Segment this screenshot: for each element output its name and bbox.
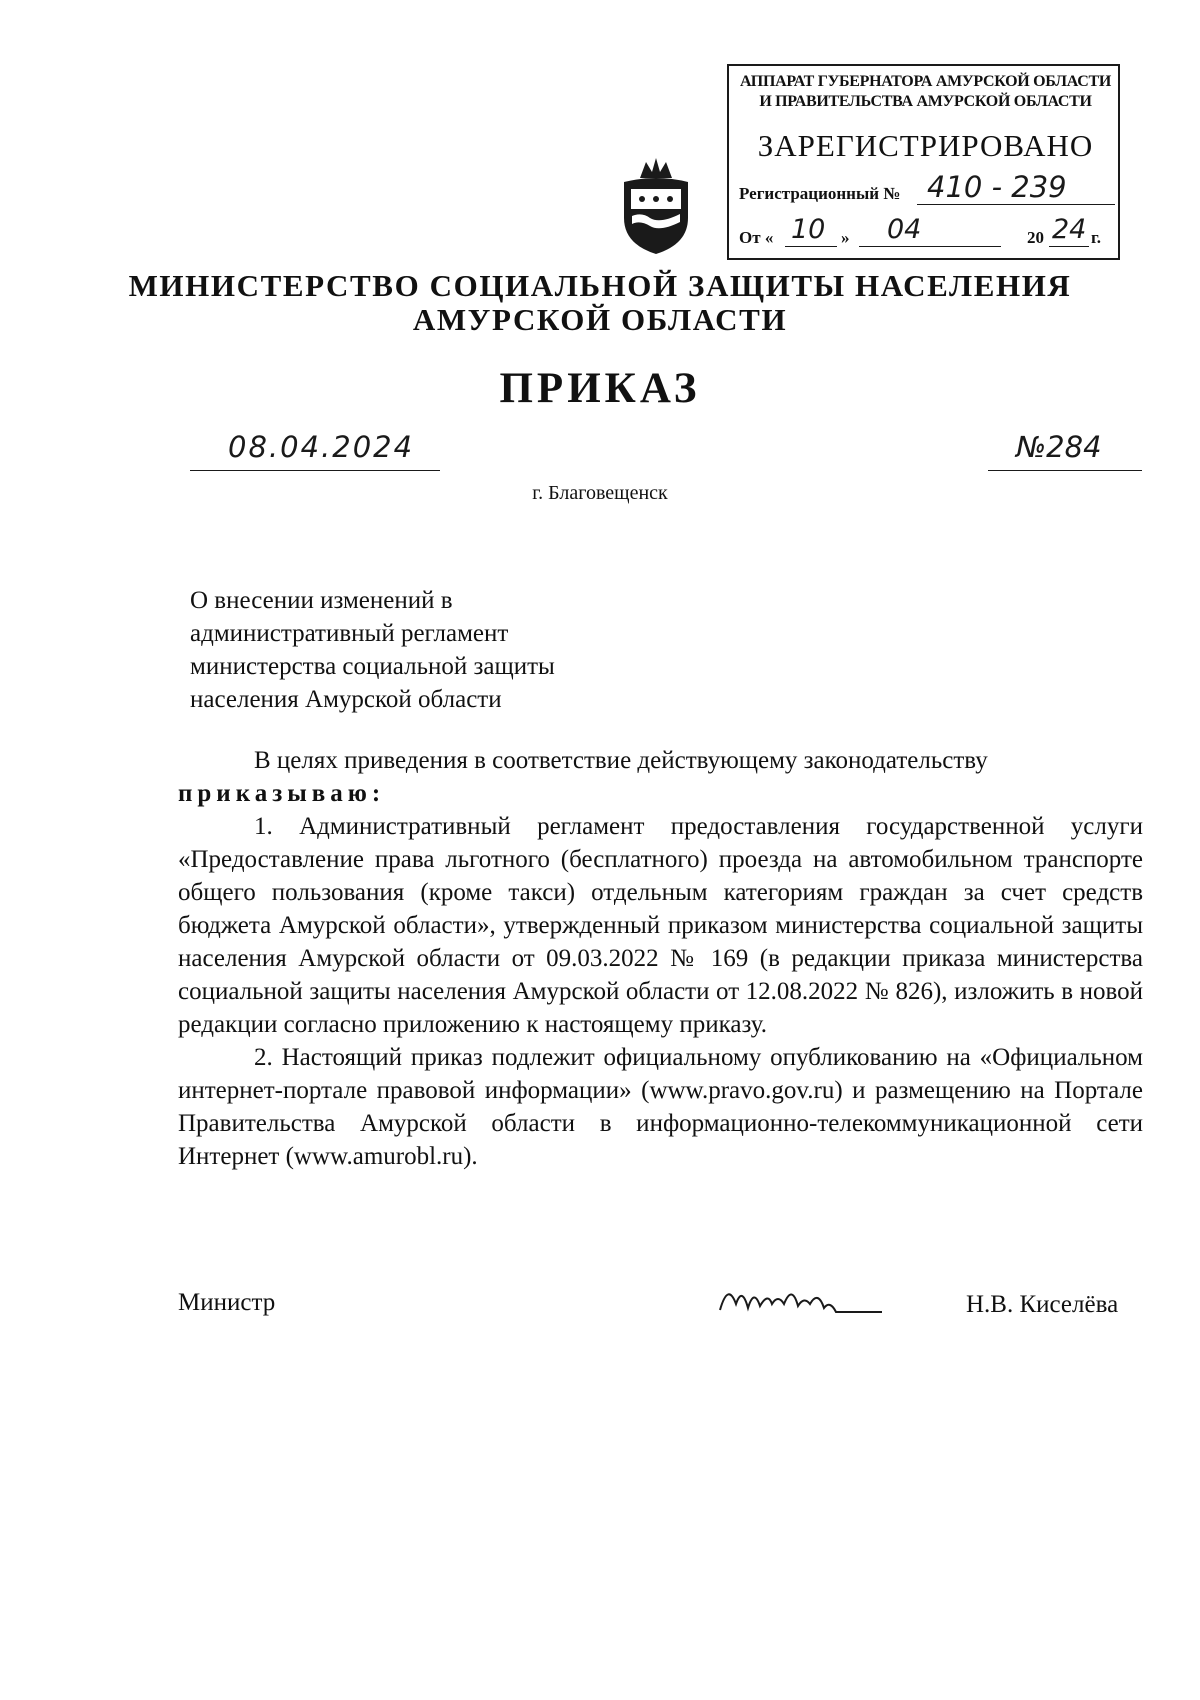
item-1: 1. Административный регламент предоставления государственной услуги «Предоставление права льготного (бесплатного) проезда на автомобильном транспорте общего пользования (кроме такси) отдельным категориям граждан за счет средств бюджета Амурской области», утвержденный приказом министерства социальной защиты населения Амурской области от 09.03.2022 № 169 (в редакции приказа министерства социальной защиты населения Амурской области от 12.08.2022 № 826), изложить в новой редакции согласно приложению к настоящему приказу. bbox=[178, 813, 1143, 1038]
stamp-org-line2: И ПРАВИТЕЛЬСТВА АМУРСКОЙ ОБЛАСТИ bbox=[759, 93, 1092, 110]
stamp-date-day: 10 bbox=[791, 214, 826, 245]
stamp-year-suffix-line bbox=[1049, 216, 1089, 247]
item-2: 2. Настоящий приказ подлежит официальному опубликованию на «Официальном интернет-портале правовой информации» (www.pravo.gov.ru) и размещению на Портале Правительства Амурской области в информационно-телекоммуникационной сети Интернет (www.amurobl.ru). bbox=[178, 1044, 1143, 1170]
subject-line1: О внесении изменений в bbox=[190, 587, 453, 614]
stamp-date-from: От « bbox=[739, 228, 774, 247]
stamp-org-line1: АППАРАТ ГУБЕРНАТОРА АМУРСКОЙ ОБЛАСТИ bbox=[739, 73, 1112, 90]
subject-line3: министерства социальной защиты bbox=[190, 653, 555, 680]
registration-stamp bbox=[727, 64, 1120, 260]
subject-line2: административный регламент bbox=[190, 620, 509, 647]
order-number: №284 bbox=[1016, 430, 1102, 464]
coat-of-arms-icon bbox=[618, 152, 694, 256]
stamp-date-month-line bbox=[859, 216, 1001, 247]
handwritten-signature bbox=[714, 1274, 884, 1324]
stamp-year-suffix: 24 bbox=[1052, 214, 1087, 245]
signatory-name: Н.В. Киселёва bbox=[966, 1291, 1119, 1318]
stamp-year-g: г. bbox=[1091, 228, 1102, 247]
stamp-date-quote-close: » bbox=[841, 228, 850, 247]
stamp-reg-label: Регистрационный № bbox=[739, 184, 901, 203]
preamble: В целях приведения в соответствие действующему законодательству bbox=[254, 747, 988, 774]
document-type: ПРИКАЗ bbox=[499, 365, 701, 412]
order-word: приказываю: bbox=[178, 780, 386, 807]
stamp-reg-number: 410 - 239 bbox=[927, 170, 1067, 204]
order-body bbox=[178, 744, 1143, 1173]
ministry-title-line1: МИНИСТЕРСТВО СОЦИАЛЬНОЙ ЗАЩИТЫ НАСЕЛЕНИЯ bbox=[128, 268, 1072, 303]
stamp-year-prefix: 20 bbox=[1027, 228, 1044, 247]
order-date: 08.04.2024 bbox=[228, 430, 415, 464]
signature-title: Министр bbox=[178, 1289, 276, 1316]
ministry-title-line2: АМУРСКОЙ ОБЛАСТИ bbox=[412, 302, 788, 337]
order-date-line bbox=[190, 430, 440, 471]
order-number-line bbox=[988, 430, 1142, 471]
stamp-date-day-line bbox=[785, 216, 837, 247]
city: г. Благовещенск bbox=[532, 482, 668, 504]
subject-line4: населения Амурской области bbox=[190, 686, 502, 713]
stamp-registered: ЗАРЕГИСТРИРОВАНО bbox=[757, 128, 1094, 163]
order-subject bbox=[190, 584, 555, 716]
stamp-reg-number-line bbox=[917, 172, 1115, 205]
stamp-date-month: 04 bbox=[887, 214, 922, 245]
